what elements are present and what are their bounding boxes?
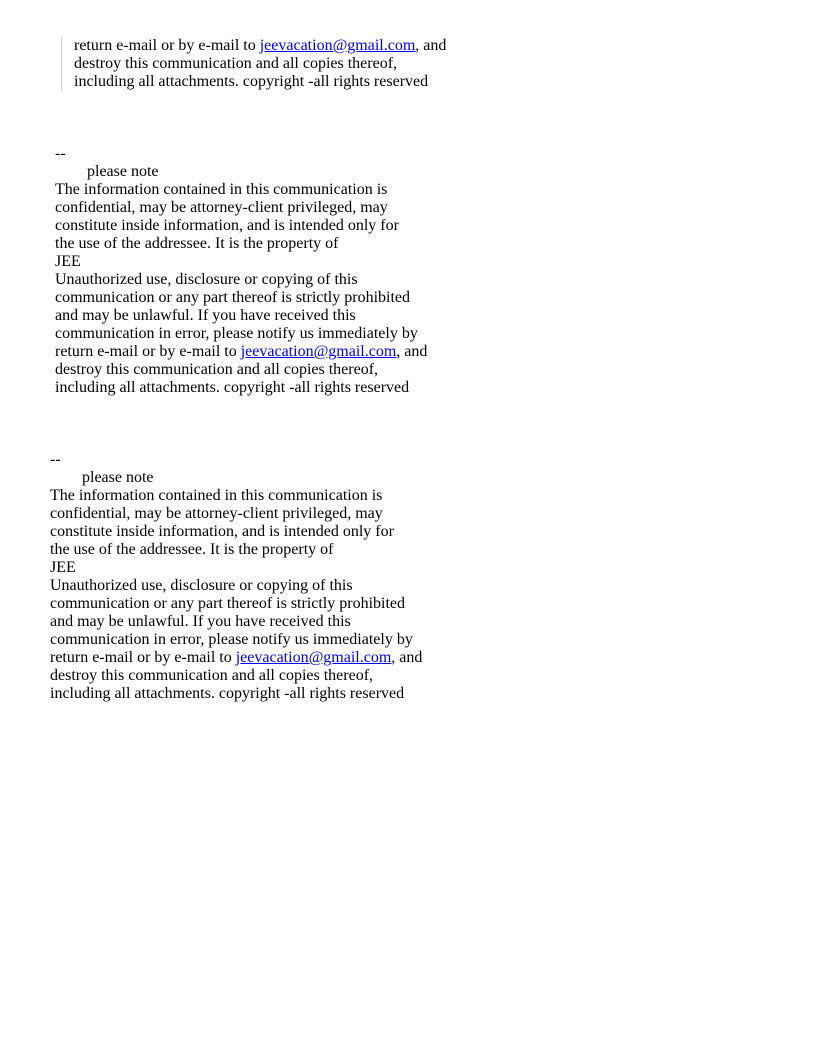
disclaimer-email-line bbox=[55, 343, 475, 361]
disclaimer-line: The information contained in this communication is bbox=[50, 487, 383, 504]
disclaimer-line: confidential, may be attorney-client privileged, may bbox=[55, 199, 388, 216]
email-prefix: return e-mail or by e-mail to bbox=[50, 649, 236, 666]
disclaimer-line: communication or any part thereof is strictly prohibited bbox=[50, 595, 406, 612]
disclaimer-line: destroy this communication and all copies thereof, bbox=[50, 667, 374, 684]
quoted-line-2: destroy this communication and all copies thereof, bbox=[74, 55, 398, 72]
signature-separator: -- bbox=[55, 145, 66, 162]
signature-disclaimer-block bbox=[50, 451, 470, 703]
quoted-email-prefix: return e-mail or by e-mail to bbox=[74, 37, 260, 54]
quoted-email-suffix: , and bbox=[415, 37, 447, 54]
signature-separator: -- bbox=[50, 451, 61, 468]
disclaimer-line: destroy this communication and all copies thereof, bbox=[55, 361, 379, 378]
quoted-email-line bbox=[74, 37, 494, 55]
disclaimer-line: constitute inside information, and is intended only for bbox=[55, 217, 399, 234]
email-link[interactable]: jeevacation@gmail.com bbox=[235, 649, 392, 666]
disclaimer-line: Unauthorized use, disclosure or copying of this bbox=[55, 271, 358, 288]
disclaimer-line: communication in error, please notify us immediately by bbox=[55, 325, 418, 342]
disclaimer-line: confidential, may be attorney-client privileged, may bbox=[50, 505, 383, 522]
email-suffix: , and bbox=[396, 343, 428, 360]
quoted-disclaimer-tail bbox=[61, 37, 494, 91]
signature-disclaimer-block bbox=[55, 145, 475, 397]
email-suffix: , and bbox=[391, 649, 423, 666]
disclaimer-line: JEE bbox=[55, 253, 81, 270]
quoted-email-link[interactable]: jeevacation@gmail.com bbox=[259, 37, 416, 54]
quoted-line-3: including all attachments. copyright -all rights reserved bbox=[74, 73, 429, 90]
disclaimer-line: including all attachments. copyright -all rights reserved bbox=[55, 379, 410, 396]
email-link[interactable]: jeevacation@gmail.com bbox=[240, 343, 397, 360]
disclaimer-line: JEE bbox=[50, 559, 76, 576]
disclaimer-email-line bbox=[50, 649, 470, 667]
disclaimer-line: constitute inside information, and is intended only for bbox=[50, 523, 394, 540]
email-prefix: return e-mail or by e-mail to bbox=[55, 343, 241, 360]
please-note-heading: please note bbox=[82, 469, 154, 486]
disclaimer-line: the use of the addressee. It is the property of bbox=[50, 541, 334, 558]
disclaimer-line: Unauthorized use, disclosure or copying of this bbox=[50, 577, 353, 594]
disclaimer-line: including all attachments. copyright -all rights reserved bbox=[50, 685, 405, 702]
disclaimer-line: and may be unlawful. If you have received this bbox=[50, 613, 351, 630]
disclaimer-line: communication or any part thereof is strictly prohibited bbox=[55, 289, 411, 306]
disclaimer-line: and may be unlawful. If you have received this bbox=[55, 307, 356, 324]
please-note-heading: please note bbox=[87, 163, 159, 180]
disclaimer-line: The information contained in this communication is bbox=[55, 181, 388, 198]
disclaimer-line: the use of the addressee. It is the property of bbox=[55, 235, 339, 252]
disclaimer-line: communication in error, please notify us immediately by bbox=[50, 631, 413, 648]
